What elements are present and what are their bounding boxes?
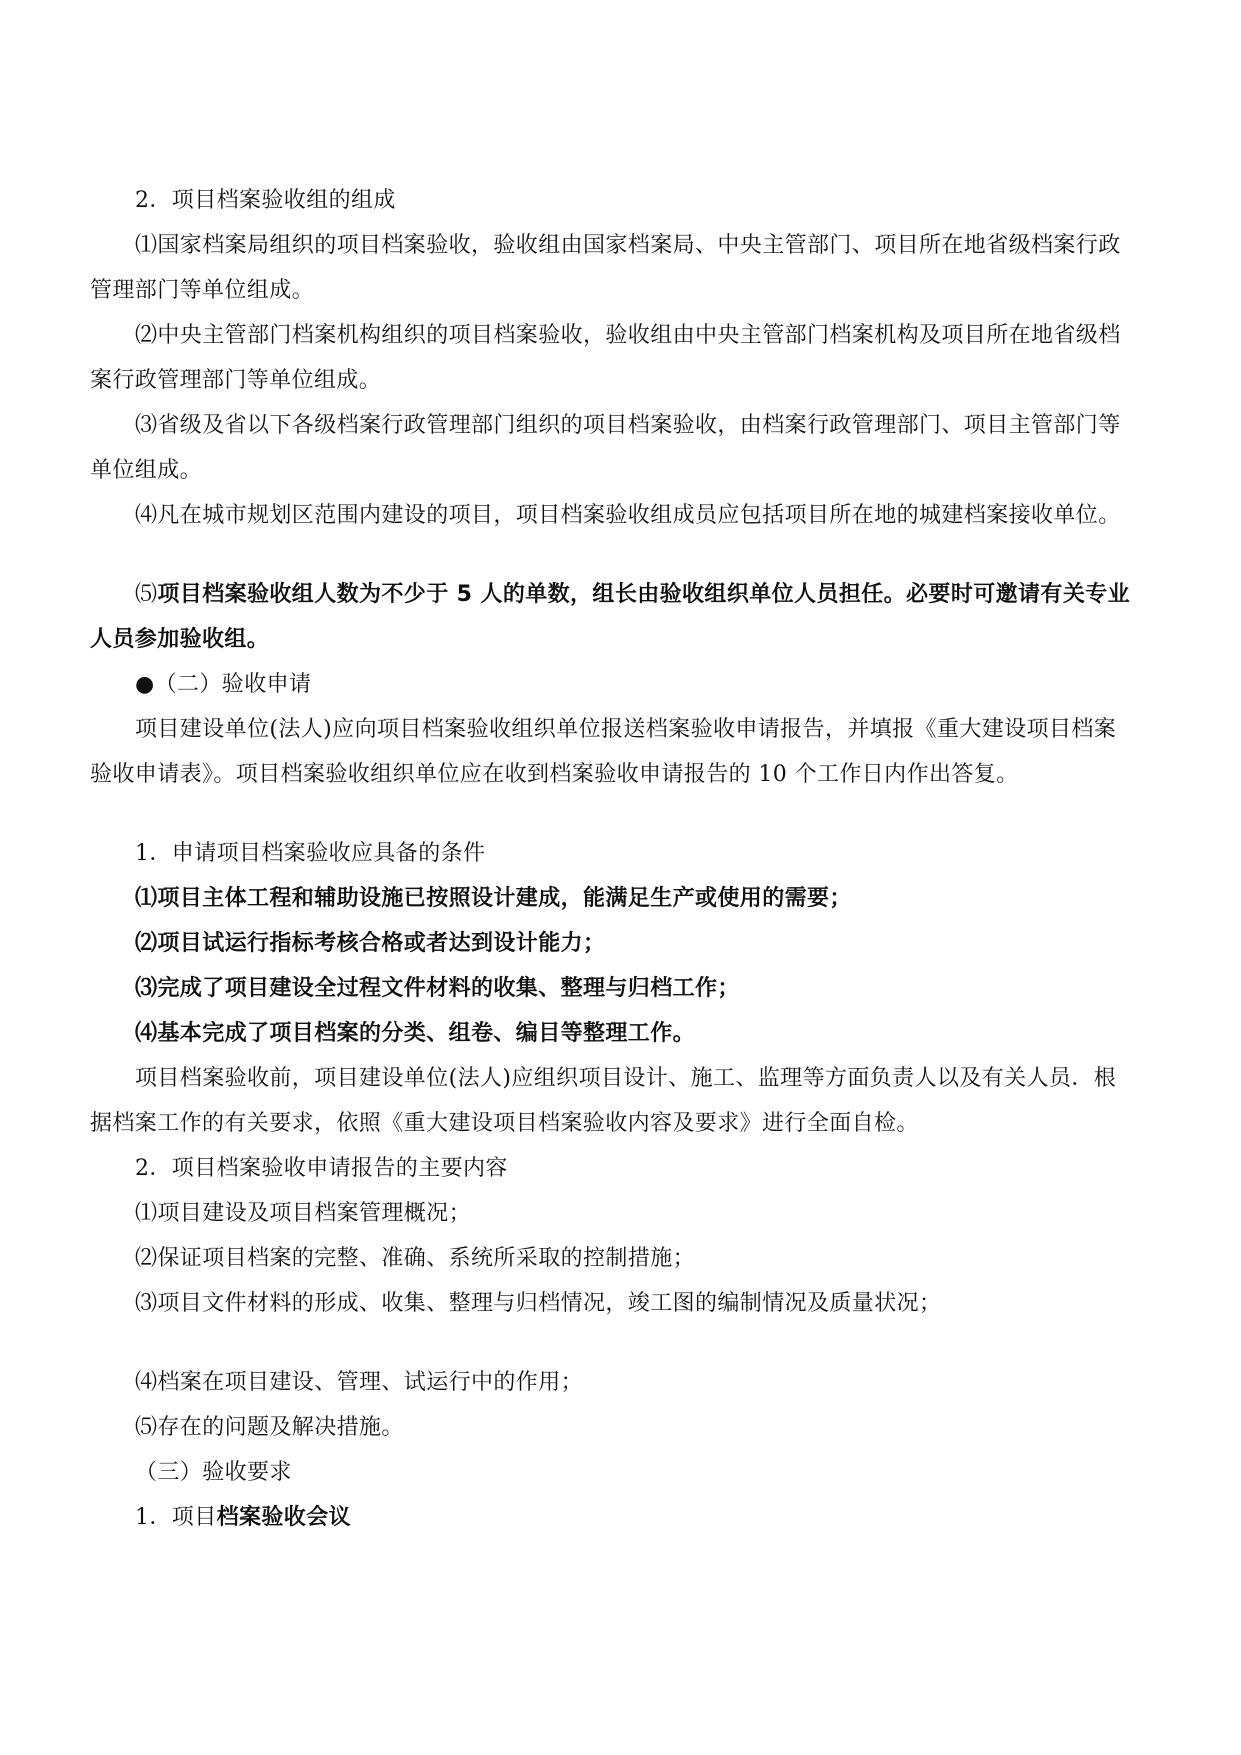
paragraph-line-bold: 人员参加验收组。 bbox=[90, 627, 270, 652]
paragraph-line: ⑷凡在城市规划区范围内建设的项目，项目档案验收组成员应包括项目所在地的城建档案接收单位。 bbox=[135, 503, 1121, 528]
bold-text: 项目档案验收组人数为不少于 5 人的单数，组长由验收组织单位人员担任。必要时可邀请有关专业 bbox=[157, 582, 1131, 607]
condition-item: ⑶完成了项目建设全过程文件材料的收集、整理与归档工作； bbox=[135, 976, 740, 1001]
bold-text: 档案验收会议 bbox=[216, 1505, 352, 1530]
paragraph-line: ⑶省级及省以下各级档案行政管理部门组织的项目档案验收，由档案行政管理部门、项目主管部门等 bbox=[135, 413, 1121, 438]
item-number: ⑸ bbox=[135, 582, 158, 607]
condition-item: ⑷基本完成了项目档案的分类、组卷、编目等整理工作。 bbox=[135, 1021, 696, 1046]
report-item: ⑶项目文件材料的形成、收集、整理与归档情况，竣工图的编制情况及质量状况； bbox=[135, 1291, 942, 1316]
condition-item: ⑴项目主体工程和辅助设施已按照设计建成，能满足生产或使用的需要； bbox=[135, 886, 852, 911]
paragraph-line: ⑴国家档案局组织的项目档案验收，验收组由国家档案局、中央主管部门、项目所在地省级档案行政 bbox=[135, 233, 1121, 258]
paragraph-line-bold bbox=[0, 575, 1241, 615]
paragraph-line: 项目档案验收前，项目建设单位(法人)应组织项目设计、施工、监理等方面负责人以及有关人员．根 bbox=[135, 1066, 1117, 1091]
heading-acceptance-requirements: （三）验收要求 bbox=[135, 1460, 292, 1485]
heading-application-conditions: 1．申请项目档案验收应具备的条件 bbox=[135, 841, 486, 866]
heading-group-composition: 2．项目档案验收组的组成 bbox=[135, 188, 396, 213]
paragraph-line: ⑵中央主管部门档案机构组织的项目档案验收，验收组由中央主管部门档案机构及项目所在地省级档 bbox=[135, 323, 1121, 348]
report-item: ⑴项目建设及项目档案管理概况； bbox=[135, 1201, 472, 1226]
heading-number: 1．项目 bbox=[135, 1505, 217, 1530]
paragraph-line: 单位组成。 bbox=[90, 458, 203, 483]
heading-acceptance-application: ●（二）验收申请 bbox=[135, 672, 312, 697]
heading-report-contents: 2．项目档案验收申请报告的主要内容 bbox=[135, 1156, 508, 1181]
report-item: ⑷档案在项目建设、管理、试运行中的作用； bbox=[135, 1370, 584, 1395]
report-item: ⑵保证项目档案的完整、准确、系统所采取的控制措施； bbox=[135, 1246, 696, 1271]
paragraph-line: 项目建设单位(法人)应向项目档案验收组织单位报送档案验收申请报告，并填报《重大建设项目档案 bbox=[135, 717, 1117, 742]
paragraph-line: 验收申请表》。项目档案验收组织单位应在收到档案验收申请报告的 10 个工作日内作出答复。 bbox=[90, 762, 1019, 787]
condition-item: ⑵项目试运行指标考核合格或者达到设计能力； bbox=[135, 931, 606, 956]
heading-acceptance-meeting bbox=[0, 1498, 1241, 1538]
paragraph-line: 案行政管理部门等单位组成。 bbox=[90, 368, 382, 393]
paragraph-line: 据档案工作的有关要求，依照《重大建设项目档案验收内容及要求》进行全面自检。 bbox=[90, 1111, 919, 1136]
paragraph-line: 管理部门等单位组成。 bbox=[90, 278, 315, 303]
report-item: ⑸存在的问题及解决措施。 bbox=[135, 1415, 404, 1440]
